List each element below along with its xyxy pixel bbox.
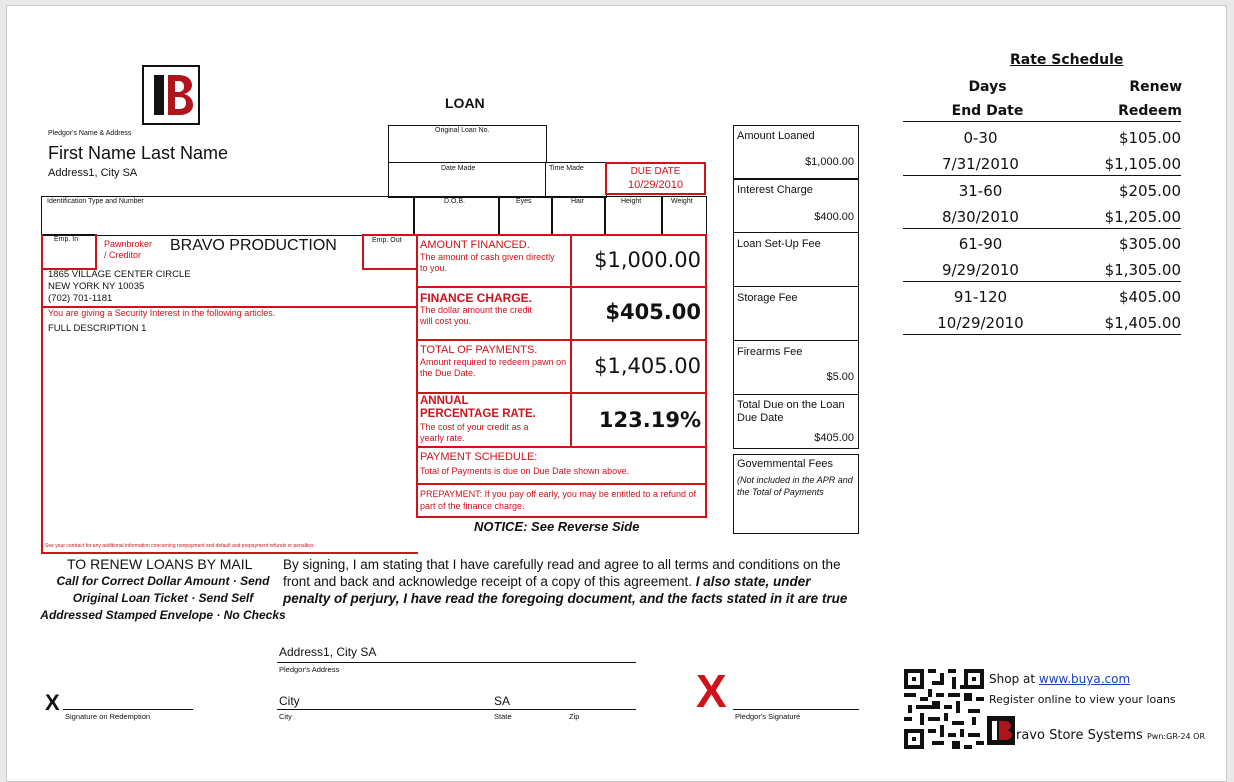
rate-renew: $105.00 <box>1118 129 1181 147</box>
shop-at-label: Shop at <box>989 672 1039 686</box>
rate-row-date <box>903 257 1181 283</box>
agreement-line3: penalty of perjury, I have read the foregoing document, and the facts stated in it are true <box>283 591 848 606</box>
fee-label: Loan Set-Up Fee <box>737 238 821 250</box>
rate-row-date <box>903 310 1181 336</box>
fee-value: $400.00 <box>814 211 854 223</box>
rate-days: 0-30 <box>963 129 998 147</box>
rate-date: 10/29/2010 <box>937 314 1024 332</box>
agreement-text <box>283 556 847 607</box>
payment-schedule-title: PAYMENT SCHEDULE: <box>420 451 538 463</box>
renew-mail-line2: Original Loan Ticket · Send Self <box>72 591 254 605</box>
gov-fees-note: (Not included in the APR and the Total of Payments <box>737 475 853 497</box>
bravo-b-icon <box>144 67 198 123</box>
pledgor-signature-line[interactable] <box>733 709 859 710</box>
fee-amount-loaned <box>733 125 859 180</box>
id-label: Identification Type and Number <box>47 198 144 205</box>
fee-total-due <box>733 394 859 449</box>
fee-label: Amount Loaned <box>737 130 815 142</box>
state-value: SA <box>494 694 511 708</box>
fee-value: $5.00 <box>826 371 854 383</box>
rate-redeem: $1,305.00 <box>1104 261 1181 279</box>
apr-title <box>420 395 536 421</box>
redemption-signature-label: Signature on Redemption <box>65 712 151 721</box>
register-text: Register online to view your loans <box>989 693 1176 706</box>
pawnbroker-label-line1: Pawnbroker <box>104 239 153 249</box>
rate-days: 91-120 <box>953 288 1008 306</box>
store-city: NEW YORK NY 10035 <box>48 281 145 292</box>
rate-col2-header1: Renew <box>1129 79 1182 95</box>
prepayment-text: PREPAYMENT: If you pay off early, you may be entitled to a refund of part of the finance charge. <box>420 489 696 511</box>
finance-charge-title: FINANCE CHARGE. <box>420 291 533 305</box>
loan-title: LOAN <box>445 95 485 111</box>
fee-label: Total Due on the Loan Due Date <box>737 399 845 424</box>
rate-row-date <box>903 204 1181 230</box>
emp-in-box <box>41 234 97 270</box>
item-description: FULL DESCRIPTION 1 <box>48 323 147 334</box>
rate-renew: $405.00 <box>1118 288 1181 306</box>
rate-row-days <box>903 284 1181 310</box>
gov-fees-box <box>733 454 859 534</box>
rate-row-date <box>903 151 1181 177</box>
rate-row-days <box>903 125 1181 151</box>
state-label: State <box>494 712 512 721</box>
due-date-label: DUE DATE <box>630 166 681 177</box>
pledgor-label: Pledgor's Name & Address <box>48 130 132 137</box>
rate-date: 8/30/2010 <box>942 208 1019 226</box>
rate-redeem: $1,405.00 <box>1104 314 1181 332</box>
contract-notice: See your contract for any additional information concerning nonpayment and default and prepayment refunds or penalties. <box>45 543 315 549</box>
total-payments-value: $1,405.00 <box>594 354 701 378</box>
emp-in-label: Emp. In <box>54 236 79 243</box>
rate-days: 31-60 <box>958 182 1003 200</box>
rate-redeem: $1,205.00 <box>1104 208 1181 226</box>
emp-out-box <box>362 234 418 270</box>
dob-label: D.O.B. <box>444 198 466 205</box>
rate-row-days <box>903 178 1181 204</box>
renew-mail-line1: Call for Correct Dollar Amount · Send <box>56 574 270 588</box>
buya-link[interactable]: www.buya.com <box>1038 672 1131 686</box>
due-date-value: 10/29/2010 <box>627 179 684 191</box>
rate-row-days <box>903 231 1181 257</box>
fee-value: $405.00 <box>814 432 854 444</box>
pledgor-address-label: Pledgor's Address <box>279 665 340 674</box>
pledgor-name: First Name Last Name <box>48 143 229 163</box>
date-made-box <box>388 162 546 198</box>
apr-title-line2: PERCENTAGE RATE. <box>420 408 536 420</box>
apr-title-line1: ANNUAL <box>420 395 469 407</box>
fee-label: Interest Charge <box>737 184 813 196</box>
original-loan-label: Original Loan No. <box>435 127 490 134</box>
rate-col2-header2: Redeem <box>1118 103 1182 119</box>
security-notice: You are giving a Security Interest in the following articles. <box>48 308 276 318</box>
renew-mail-line3: Addressed Stamped Envelope · No Checks <box>40 608 286 622</box>
pledgor-address-value: Address1, City SA <box>279 645 377 659</box>
fee-firearms <box>733 340 859 395</box>
fee-interest-charge <box>733 178 859 233</box>
weight-label: Weight <box>671 198 693 205</box>
rate-renew: $305.00 <box>1118 235 1181 253</box>
bravo-logo <box>142 65 200 125</box>
agreement-line2-plain: front and back and acknowledge receipt of a copy of this agreement. <box>283 574 693 589</box>
apr-desc: The cost of your credit as a yearly rate. <box>420 422 529 443</box>
fee-label: Storage Fee <box>737 292 798 304</box>
original-loan-box <box>388 125 547 163</box>
fee-value: $1,000.00 <box>805 156 854 168</box>
rate-date: 7/31/2010 <box>942 155 1019 173</box>
notice-reverse: NOTICE: See Reverse Side <box>474 519 640 534</box>
eyes-label: Eyes <box>516 198 532 205</box>
emp-out-label: Emp. Out <box>372 237 402 244</box>
amount-financed-desc: The amount of cash given directly to you. <box>420 252 555 273</box>
store-address <box>48 269 191 305</box>
city-value: City <box>279 694 300 708</box>
redemption-signature-line[interactable] <box>63 709 193 710</box>
zip-label: Zip <box>569 712 580 721</box>
total-payments-desc: Amount required to redeem pawn on the Due Date. <box>420 357 567 378</box>
pawnbroker-name: BRAVO PRODUCTION <box>170 237 337 254</box>
agreement-line2-bold: I also state, under <box>692 574 811 589</box>
bravo-store-systems <box>1016 728 1205 743</box>
store-street: 1865 VILLAGE CENTER CIRCLE <box>48 269 191 280</box>
finance-charge-value: $405.00 <box>605 300 701 324</box>
qr-code-icon <box>904 669 984 754</box>
fee-loan-setup <box>733 232 859 287</box>
amount-financed-value: $1,000.00 <box>594 248 701 272</box>
due-date-box <box>605 162 706 195</box>
bravo-small-logo <box>987 716 1015 745</box>
pledgor-signature-label: Pledgor's Signature <box>735 712 801 721</box>
fee-storage <box>733 286 859 341</box>
pawnbroker-label-line2: / Creditor <box>104 250 142 260</box>
time-made-label: Time Made <box>549 165 584 172</box>
bravo-b-small-icon <box>987 716 1015 745</box>
city-line <box>277 709 636 710</box>
finance-charge-desc: The dollar amount the credit will cost you. <box>420 305 533 326</box>
renew-mail-instructions <box>37 573 289 624</box>
total-payments-title: TOTAL OF PAYMENTS. <box>420 344 538 356</box>
fee-label: Firearms Fee <box>737 346 803 358</box>
gov-fees-label: Govemmental Fees <box>737 458 833 470</box>
agreement-line2 <box>283 573 847 590</box>
pawnbroker-label <box>104 239 152 261</box>
rate-renew: $205.00 <box>1118 182 1181 200</box>
rate-schedule-title: Rate Schedule <box>1010 52 1124 68</box>
rate-redeem: $1,105.00 <box>1104 155 1181 173</box>
hair-label: Hair <box>571 198 584 205</box>
rate-date: 9/29/2010 <box>942 261 1019 279</box>
shop-at-text <box>989 672 1130 686</box>
city-label: City <box>279 712 292 721</box>
loan-ticket-page <box>6 5 1227 782</box>
form-code: Pwn:GR-24 OR <box>1146 732 1206 741</box>
rate-col1-header2: End Date <box>951 103 1024 119</box>
redemption-x-mark: X <box>45 690 60 715</box>
renew-mail-title: TO RENEW LOANS BY MAIL <box>67 556 253 572</box>
date-made-label: Date Made <box>441 165 476 172</box>
payment-schedule-desc: Total of Payments is due on Due Date shown above. <box>420 466 630 476</box>
brand-name: ravo Store Systems <box>1016 728 1143 743</box>
apr-value: 123.19% <box>598 408 701 432</box>
rate-days: 61-90 <box>958 235 1003 253</box>
time-made-box <box>545 162 607 198</box>
amount-financed-title: AMOUNT FINANCED. <box>420 239 530 251</box>
pledgor-red-x-mark: X <box>696 665 727 717</box>
pledgor-address: Address1, City SA <box>48 167 138 179</box>
height-label: Height <box>621 198 642 205</box>
store-phone: (702) 701-1181 <box>48 293 113 304</box>
rate-col1-header1: Days <box>968 79 1007 95</box>
agreement-line1: By signing, I am stating that I have carefully read and agree to all terms and conditions on the <box>283 557 841 572</box>
address-line <box>277 662 636 663</box>
